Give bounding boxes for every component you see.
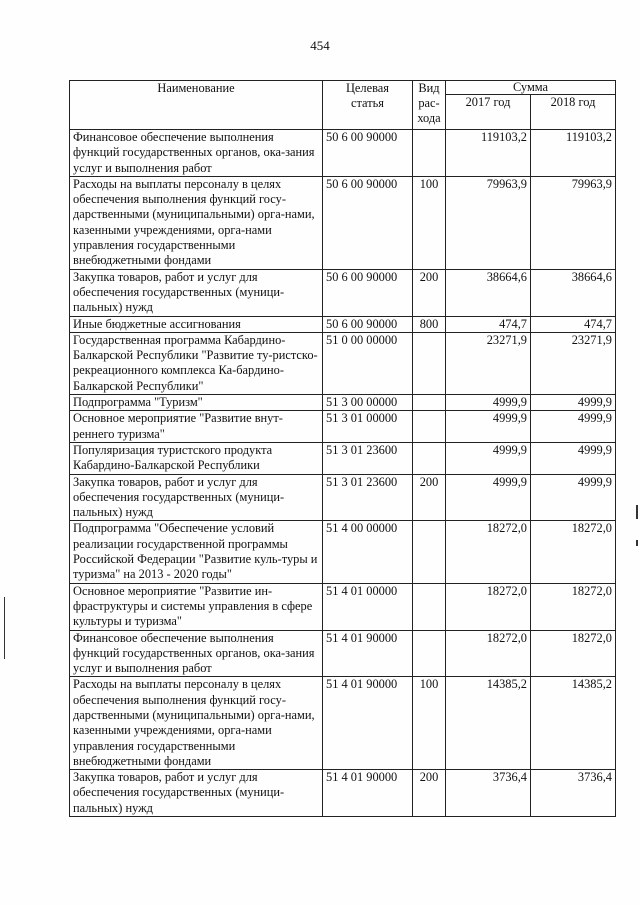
row-target-article: 51 3 00 00000 [323,395,413,411]
table-row [70,442,616,474]
row-sum-2017: 79963,9 [446,176,531,269]
row-sum-2018: 18272,0 [531,583,616,630]
scan-edge-mark [4,597,5,659]
row-sum-2017: 18272,0 [446,630,531,677]
row-expense-type [413,395,446,411]
row-sum-2017: 38664,6 [446,269,531,316]
row-name: Финансовое обеспечение выполнения функций государственных органов, ока-зания услуг и выполнения работ [70,130,323,177]
row-name: Популяризация туристского продукта Кабардино-Балкарской Республики [70,442,323,474]
row-name: Государственная программа Кабардино-Балкарской Республики "Развитие ту-ристско-рекреационного комплекса Ка-бардино-Балкарской Республики" [70,332,323,394]
row-sum-2017: 474,7 [446,316,531,332]
row-expense-type: 800 [413,316,446,332]
row-target-article: 51 4 00 00000 [323,521,413,583]
row-sum-2018: 79963,9 [531,176,616,269]
scan-edge-mark [636,540,638,546]
row-name: Подпрограмма "Туризм" [70,395,323,411]
row-expense-type: 100 [413,677,446,770]
table-row [70,269,616,316]
row-name: Основное мероприятие "Развитие внут-реннего туризма" [70,411,323,443]
row-name: Закупка товаров, работ и услуг для обеспечения государственных (муници-пальных) нужд [70,474,323,521]
row-target-article: 51 4 01 90000 [323,770,413,817]
row-expense-type: 100 [413,176,446,269]
row-target-article: 51 3 01 00000 [323,411,413,443]
header-year-2017: 2017 год [446,95,531,130]
row-target-article: 50 6 00 90000 [323,176,413,269]
row-sum-2018: 23271,9 [531,332,616,394]
header-target-article [323,81,413,130]
header-type-line2: рас- [418,96,440,111]
row-sum-2018: 4999,9 [531,474,616,521]
row-sum-2017: 18272,0 [446,583,531,630]
header-name: Наименование [70,81,323,130]
table-row [70,630,616,677]
row-sum-2018: 3736,4 [531,770,616,817]
row-name: Основное мероприятие "Развитие ин-фраструктуры и системы управления в сфере культуры и туризма" [70,583,323,630]
row-name: Иные бюджетные ассигнования [70,316,323,332]
row-sum-2018: 18272,0 [531,521,616,583]
table-row [70,583,616,630]
table-row [70,316,616,332]
row-expense-type [413,630,446,677]
row-name: Подпрограмма "Обеспечение условий реализации государственной программы Российской Федерации "Развитие куль-туры и туризма" на 2013 - 2020 годы" [70,521,323,583]
row-expense-type: 200 [413,770,446,817]
row-name: Закупка товаров, работ и услуг для обеспечения государственных (муници-пальных) нужд [70,770,323,817]
row-target-article: 51 4 01 90000 [323,677,413,770]
row-name: Закупка товаров, работ и услуг для обеспечения государственных (муници-пальных) нужд [70,269,323,316]
row-target-article: 51 3 01 23600 [323,474,413,521]
row-expense-type: 200 [413,474,446,521]
table-row [70,176,616,269]
row-name: Расходы на выплаты персоналу в целях обеспечения выполнения функций госу-дарственными (муниципальными) орга-нами, казенными учреждениями, орга-нами управления государственными внебюджетными фондами [70,176,323,269]
row-sum-2018: 474,7 [531,316,616,332]
row-expense-type [413,411,446,443]
row-sum-2017: 3736,4 [446,770,531,817]
row-expense-type [413,130,446,177]
row-sum-2017: 119103,2 [446,130,531,177]
row-expense-type [413,442,446,474]
row-expense-type [413,521,446,583]
header-type-line3: хода [417,111,441,126]
page-number: 454 [310,38,330,53]
table-row [70,395,616,411]
row-name: Финансовое обеспечение выполнения функций государственных органов, ока-зания услуг и выполнения работ [70,630,323,677]
table-row [70,130,616,177]
row-sum-2017: 4999,9 [446,474,531,521]
header-target-line2: статья [350,96,384,111]
table-row [70,677,616,770]
row-sum-2018: 14385,2 [531,677,616,770]
row-sum-2018: 38664,6 [531,269,616,316]
row-sum-2017: 14385,2 [446,677,531,770]
table-row [70,474,616,521]
row-sum-2018: 119103,2 [531,130,616,177]
row-target-article: 51 3 01 23600 [323,442,413,474]
row-target-article: 51 4 01 00000 [323,583,413,630]
row-sum-2018: 4999,9 [531,442,616,474]
row-target-article: 50 6 00 90000 [323,269,413,316]
row-sum-2017: 4999,9 [446,442,531,474]
row-sum-2018: 18272,0 [531,630,616,677]
row-name: Расходы на выплаты персоналу в целях обеспечения выполнения функций госу-дарственными (муниципальными) орга-нами, казенными учреждениями, орга-нами управления государственными внебюджетными фондами [70,677,323,770]
row-sum-2018: 4999,9 [531,411,616,443]
row-sum-2017: 4999,9 [446,395,531,411]
row-target-article: 50 6 00 90000 [323,130,413,177]
row-expense-type [413,583,446,630]
header-year-2018: 2018 год [531,95,616,130]
table-row [70,411,616,443]
row-sum-2017: 18272,0 [446,521,531,583]
row-expense-type [413,332,446,394]
row-target-article: 51 0 00 00000 [323,332,413,394]
header-type-line1: Вид [418,81,440,95]
table-row [70,770,616,817]
header-expense-type [413,81,446,130]
row-sum-2017: 23271,9 [446,332,531,394]
row-sum-2018: 4999,9 [531,395,616,411]
budget-table [69,80,616,817]
table-row [70,521,616,583]
row-expense-type: 200 [413,269,446,316]
header-sum: Сумма [446,81,616,95]
scan-edge-mark [636,505,638,519]
row-target-article: 51 4 01 90000 [323,630,413,677]
header-target-line1: Целевая [345,81,390,95]
row-target-article: 50 6 00 90000 [323,316,413,332]
table-row [70,332,616,394]
row-sum-2017: 4999,9 [446,411,531,443]
